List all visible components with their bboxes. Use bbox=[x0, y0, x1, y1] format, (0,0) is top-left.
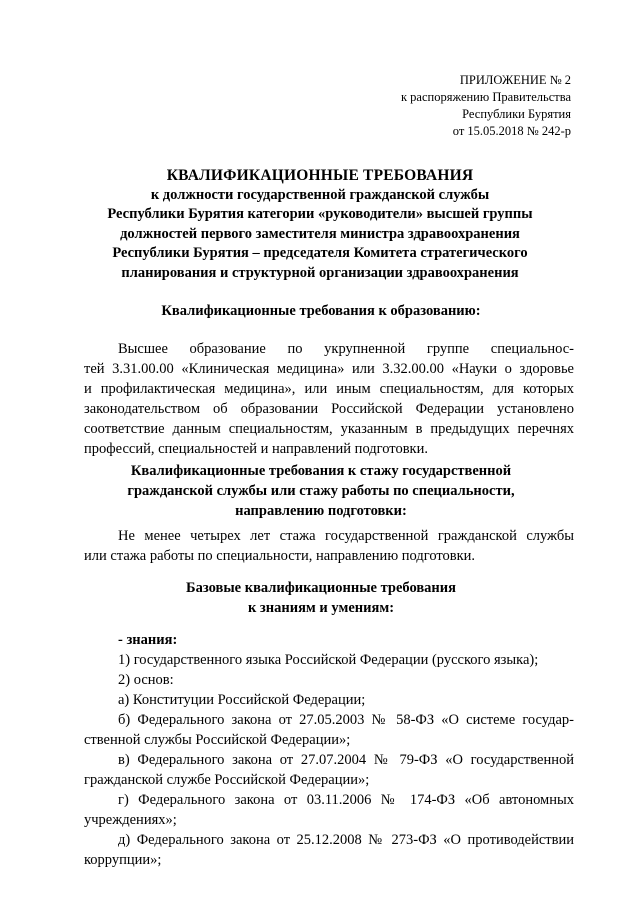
list-item: в) Федерального закона от 27.07.2004 № 79-ФЗ «О государственной bbox=[118, 752, 574, 768]
list-item: г) Федерального закона от 03.11.2006 № 174-ФЗ «Об автономных bbox=[118, 792, 574, 808]
knowledge-list bbox=[84, 630, 574, 870]
title-main: КВАЛИФИКАЦИОННЫЕ ТРЕБОВАНИЯ bbox=[166, 167, 474, 184]
paragraph-line: профессий, специальностей и направлений подготовки. bbox=[84, 441, 428, 457]
title-line: планирования и структурной организации здравоохранения bbox=[121, 264, 519, 281]
title-line: Республики Бурятия категории «руководители» высшей группы bbox=[107, 206, 533, 222]
appendix-block bbox=[401, 72, 571, 140]
list-item: 1) государственного языка Российской Федерации (русского языка); bbox=[118, 652, 539, 668]
title-line: Республики Бурятия – председателя Комитета стратегического bbox=[112, 245, 528, 261]
education-heading: Квалификационные требования к образованию: bbox=[161, 303, 481, 319]
appendix-number: ПРИЛОЖЕНИЕ № 2 bbox=[459, 73, 571, 87]
experience-paragraph bbox=[84, 526, 574, 566]
list-item: б) Федерального закона от 27.05.2003 № 58-ФЗ «О системе государ- bbox=[118, 712, 574, 728]
paragraph-line: Не менее четырех лет стажа государственной гражданской службы bbox=[118, 528, 574, 544]
paragraph-line: или стажа работы по специальности, направлению подготовки. bbox=[84, 548, 476, 564]
paragraph-line: законодательством об образовании Российской Федерации установлено bbox=[84, 401, 574, 417]
list-item: гражданской службе Российской Федерации»; bbox=[84, 772, 370, 788]
knowledge-label: - знания: bbox=[118, 632, 178, 648]
title-line: к должности государственной гражданской службы bbox=[150, 186, 490, 203]
paragraph-line: и профилактическая медицина», или иным специальностям, для которых bbox=[84, 381, 574, 397]
appendix-date: от 15.05.2018 № 242-р bbox=[452, 124, 571, 138]
appendix-government: Республики Бурятия bbox=[462, 107, 571, 121]
list-item: ственной службы Российской Федерации»; bbox=[84, 732, 351, 748]
experience-heading: Квалификационные требования к стажу государственной гражданской службы или стажу работы по специальности, направлению подготовки: bbox=[127, 463, 515, 519]
list-item: учреждениях»; bbox=[84, 812, 177, 828]
list-item: 2) основ: bbox=[118, 672, 174, 688]
knowledge-heading: Базовые квалификационные требования к знаниям и умениям: bbox=[186, 580, 456, 616]
list-item: а) Конституции Российской Федерации; bbox=[118, 692, 366, 708]
paragraph-line: соответствие данным специальностям, указанным в предыдущих перечнях bbox=[84, 421, 574, 437]
list-item: коррупции»; bbox=[84, 852, 162, 868]
appendix-reference: к распоряжению Правительства bbox=[400, 90, 571, 104]
list-item: д) Федерального закона от 25.12.2008 № 273-ФЗ «О противодействии bbox=[118, 832, 574, 848]
title-line: должностей первого заместителя министра здравоохранения bbox=[120, 225, 520, 242]
paragraph-line: тей 3.31.00.00 «Клиническая медицина» или 3.32.00.00 «Науки о здоровье bbox=[84, 361, 574, 377]
document-title bbox=[70, 166, 570, 283]
education-paragraph bbox=[84, 339, 574, 459]
paragraph-line: Высшее образование по укрупненной группе специальнос- bbox=[118, 341, 574, 357]
